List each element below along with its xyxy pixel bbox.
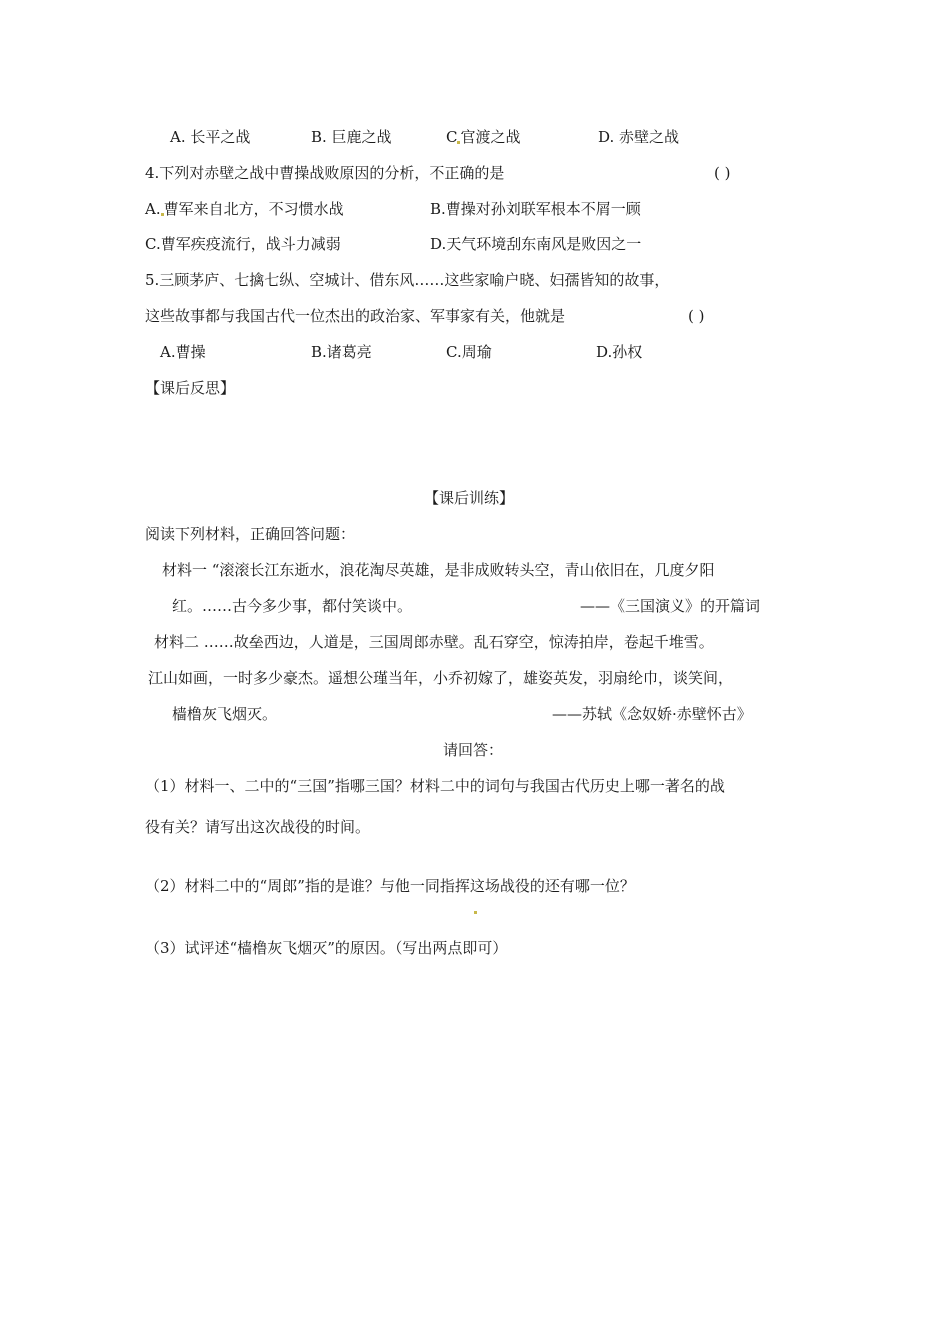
q5-option-a: A.曹操 [160,343,206,361]
material1-source: ——《三国演义》的开篇词 [580,597,761,615]
q4-option-b: B.曹操对孙刘联军根本不屑一顾 [430,200,641,218]
question1-line1: （1）材料一、二中的“三国”指哪三国？材料二中的词句与我国古代历史上哪一著名的战 [145,777,725,795]
q3-option-c-letter: C [446,128,458,146]
q4-option-a-text: 曹军来自北方，不习惯水战 [163,200,344,218]
q5-option-c: C.周瑜 [446,343,492,361]
q5-answer-paren: ( ) [688,307,705,325]
q4-option-c: C.曹军疾疫流行，战斗力减弱 [145,235,341,253]
q4-option-a-letter: A. [145,200,161,218]
material2-line3: 樯橹灰飞烟灭。 [172,705,278,723]
q4-option-a [145,199,344,219]
material1-line1: 材料一 “滚滚长江东逝水，浪花淘尽英雄，是非成败转头空，青山依旧在，几度夕阳 [162,561,715,579]
please-answer: 请回答： [443,741,504,759]
q5-option-b: B.诸葛亮 [311,343,372,361]
reflection-heading: 【课后反思】 [145,379,236,397]
q3-option-b: B. 巨鹿之战 [311,128,392,146]
material2-line1: 材料二 ……故垒西边，人道是，三国周郎赤壁。乱石穿空，惊涛拍岸，卷起千堆雪。 [154,633,714,651]
decorative-dot [474,911,477,914]
question2: （2）材料二中的“周郎”指的是谁？与他一同指挥这场战役的还有哪一位？ [145,877,635,895]
training-intro: 阅读下列材料，正确回答问题： [145,525,356,543]
q4-answer-paren: ( ) [714,164,731,182]
question3: （3）试评述“樯橹灰飞烟灭”的原因。（写出两点即可） [145,939,508,957]
training-heading: 【课后训练】 [424,489,515,507]
q4-stem: 4.下列对赤壁之战中曹操战败原因的分析，不正确的是 [145,164,505,182]
question1-line2: 役有关？请写出这次战役的时间。 [145,818,371,836]
material2-line2: 江山如画，一时多少豪杰。遥想公瑾当年，小乔初嫁了，雄姿英发，羽扇纶巾，谈笑间， [148,669,734,687]
material2-source: ——苏轼《念奴娇·赤壁怀古》 [552,705,752,723]
q3-option-d: D. 赤壁之战 [598,128,680,146]
q3-option-c-text: 官渡之战 [460,128,521,146]
q3-option-c [446,127,521,147]
q4-option-d: D.天气环境刮东南风是败因之一 [430,235,642,253]
q5-option-d: D.孙权 [596,343,643,361]
material1-line2: 红。……古今多少事，都付笑谈中。 [172,597,413,615]
q5-stem-line1: 5.三顾茅庐、七擒七纵、空城计、借东风……这些家喻户晓、妇孺皆知的故事， [145,271,670,289]
q5-stem-line2: 这些故事都与我国古代一位杰出的政治家、军事家有关，他就是 [145,307,566,325]
q3-option-a: A. 长平之战 [170,128,251,146]
